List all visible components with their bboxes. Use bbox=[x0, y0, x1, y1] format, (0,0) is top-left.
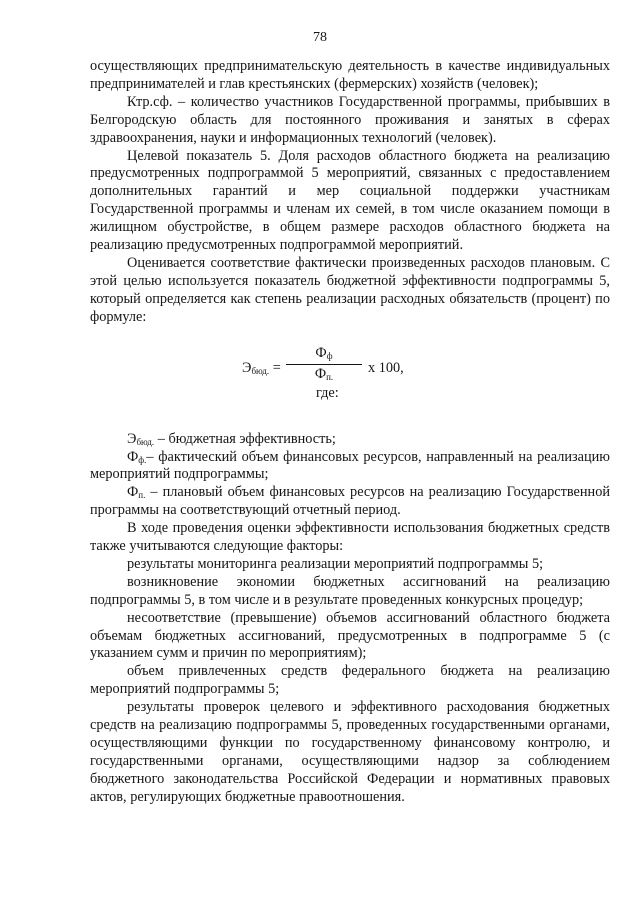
list-item: возникновение экономии бюджетных ассигнований на реализацию подпрограммы 5, в том числе и в результате проведенных конкурсных процедур; bbox=[90, 573, 610, 608]
page-number: 78 bbox=[313, 30, 327, 45]
formula-where: где: bbox=[316, 384, 339, 401]
definition-actual-volume: $Ф_{ф.}-$ фактический объем финансовых ресурсов, направленный на реализацию мероприятий подпрограммы; bbox=[90, 448, 610, 483]
formula-multiplier: x 100, bbox=[368, 359, 404, 376]
paragraph: осуществляющих предпринимательскую деятельность в качестве индивидуальных предпринимателей и глав крестьянских (фермерских) хозяйств (человек); bbox=[90, 58, 610, 92]
list-item: несоответствие (превышение) объемов ассигнований областного бюджета объемам бюджетных ассигнований, предусмотренных в подпрограмме 5 (с указанием сумм и причин по мероприятиям); bbox=[90, 609, 610, 662]
formula-denominator: $Ф_{п.}$ bbox=[314, 365, 334, 382]
formula-fraction bbox=[286, 345, 362, 384]
list-item: результаты мониторинга реализации мероприятий подпрограммы 5; bbox=[127, 555, 544, 572]
list-item: объем привлеченных средств федерального бюджета на реализацию мероприятий подпрограммы 5; bbox=[90, 663, 610, 698]
paragraph: Целевой показатель 5. Доля расходов областного бюджета на реализацию предусмотренных подпрограммой 5 мероприятий, связанных с предоставлением дополнительных гарантий и мер социальной поддержки участникам Государственной программы и членам их семей, в том числе оказанием помощи в жилищном обустройстве, в общем размере расходов областного бюджета на реализацию предусмотренных подпрограммой мероприятий. bbox=[90, 147, 610, 254]
formula-numerator: $Ф_ф$ bbox=[286, 345, 362, 365]
list-item: результаты проверок целевого и эффективного расходования бюджетных средств на реализацию подпрограммы 5, проведенных государственными органами, осуществляющими функции по государственному финансовому контролю, и государственными органами, осуществляющими надзор за соблюдением бюджетного законодательства Российской Федерации и нормативных правовых актов, регулирующих бюджетные правоотношения. bbox=[90, 699, 610, 805]
paragraph: Оценивается соответствие фактически произведенных расходов плановым. С этой целью используется показатель бюджетной эффективности подпрограммы 5, который определяется как степень реализации расходных обязательств (процент) по формуле: bbox=[90, 254, 610, 325]
paragraph: В ходе проведения оценки эффективности использования бюджетных средств также учитываются следующие факторы: bbox=[90, 520, 610, 555]
document-body bbox=[90, 58, 610, 807]
formula-lhs: $Э_{бюд.}$ = bbox=[242, 359, 281, 376]
definition-budget-efficiency: $Э_{бюд.}$ – бюджетная эффективность; bbox=[127, 430, 336, 447]
efficiency-formula bbox=[90, 345, 610, 401]
paragraph: Ктр.сф. – количество участников Государственной программы, прибывших в Белгородскую область для постоянного проживания и занятых в сферах здравоохранения, науки и информационных технологий (человек). bbox=[90, 93, 610, 146]
definition-planned-volume: $Ф_{п.}$ – плановый объем финансовых ресурсов на реализацию Государственной программы на соответствующий отчетный период. bbox=[90, 484, 610, 519]
